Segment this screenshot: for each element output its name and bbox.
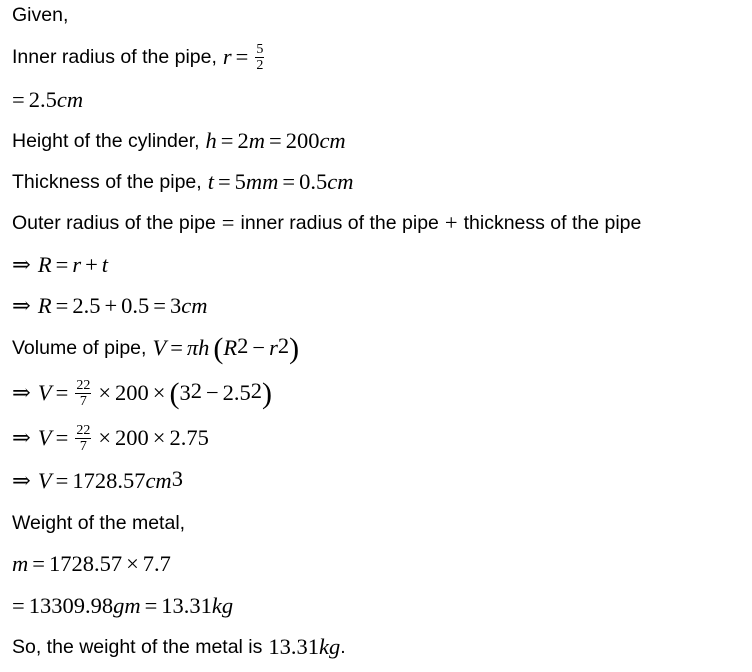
line-R-formula — [12, 245, 108, 285]
final-weight-value: 13.31 — [268, 634, 320, 659]
thickness-term: thickness of the pipe — [463, 211, 642, 234]
fraction-22-7 — [75, 378, 91, 409]
paren-close: ) — [262, 377, 273, 410]
line-outer-radius-def — [12, 203, 641, 243]
line-R-value — [12, 286, 207, 326]
minus-sign: − — [205, 380, 219, 405]
thickness-label: Thickness of the pipe, — [12, 170, 202, 193]
unit-m: m — [248, 128, 265, 153]
height-value-cm: 200 — [285, 128, 320, 153]
equals-sign: = — [12, 593, 25, 618]
equals-sign: = — [55, 293, 69, 318]
equals-sign: = — [235, 44, 249, 69]
line-volume-result: ⇒ V = 1728.57 cm $^3$ — [12, 466, 183, 493]
period: . — [340, 635, 346, 658]
fraction-denominator: 7 — [79, 393, 87, 409]
paren-open: ( — [169, 377, 180, 410]
weight-result-gm: 13309.98 — [28, 593, 114, 618]
value-3: 3 — [179, 380, 191, 405]
fraction-denominator: 7 — [79, 438, 87, 454]
unit-kg: kg — [319, 634, 341, 659]
minus-sign: − — [252, 335, 266, 360]
thickness-value-cm: 0.5 — [299, 169, 328, 194]
equals-sign: = — [55, 380, 69, 405]
var-R: R — [223, 335, 238, 360]
line-volume-simplified — [12, 418, 209, 458]
var-R: R — [37, 252, 52, 277]
line-conclusion — [12, 627, 346, 667]
var-R: R — [37, 293, 52, 318]
equals-sign: = — [55, 252, 69, 277]
line-weight-label — [12, 503, 185, 543]
var-h: h — [205, 128, 217, 153]
var-V: V — [37, 468, 52, 493]
var-t: t — [207, 169, 214, 194]
var-h: h — [198, 335, 210, 360]
var-r: r — [72, 252, 82, 277]
times-sign: × — [98, 425, 112, 450]
equals-sign: = — [32, 551, 45, 576]
value-200: 200 — [115, 380, 149, 405]
thickness-value-mm: 5 — [234, 169, 246, 194]
times-sign: × — [126, 551, 139, 576]
R-term-b: 0.5 — [121, 293, 150, 318]
var-t: t — [101, 252, 109, 277]
var-V: V — [37, 380, 52, 405]
var-r: r — [222, 44, 232, 69]
value-2-5: 2.5 — [222, 380, 251, 405]
volume-result: 1728.57 — [72, 468, 146, 493]
fraction-numerator: 5 — [256, 41, 264, 57]
plus-sign: + — [85, 252, 98, 277]
fraction-5-2 — [255, 42, 264, 73]
times-sign: × — [152, 380, 166, 405]
weight-term-a: 1728.57 — [48, 551, 123, 576]
paren-close: ) — [289, 332, 300, 365]
height-value-m: 2 — [237, 128, 249, 153]
R-result: 3 — [169, 293, 182, 318]
implies-arrow-icon: ⇒ — [12, 468, 31, 493]
plus-sign: + — [104, 293, 118, 318]
unit-cm: cm — [319, 128, 346, 153]
times-sign: × — [98, 380, 112, 405]
unit-kg: kg — [211, 593, 234, 618]
equals-sign: = — [12, 87, 25, 112]
line-weight-result — [12, 586, 233, 626]
implies-arrow-icon: ⇒ — [12, 293, 31, 318]
var-V: V — [152, 335, 167, 360]
fraction-denominator: 2 — [256, 57, 264, 73]
conclusion-text: So, the weight of the metal is — [12, 635, 263, 658]
value-2-75: 2.75 — [169, 425, 209, 450]
var-V: V — [37, 425, 52, 450]
equals-sign: = — [55, 468, 69, 493]
weight-result-kg: 13.31 — [161, 593, 212, 618]
pi-symbol: π — [186, 335, 199, 360]
unit-gm: gm — [113, 593, 141, 618]
fraction-numerator: 22 — [76, 377, 91, 393]
equals-sign: = — [220, 128, 234, 153]
implies-arrow-icon: ⇒ — [12, 425, 31, 450]
unit-mm: mm — [245, 169, 279, 194]
equals-sign: = — [217, 169, 231, 194]
equals-sign: = — [268, 128, 282, 153]
line-weight-formula — [12, 544, 171, 584]
fraction-22-7 — [75, 423, 91, 454]
unit-cm: cm — [145, 468, 172, 493]
equals-sign: = — [144, 593, 158, 618]
line-inner-value — [12, 80, 83, 120]
R-term-a: 2.5 — [72, 293, 101, 318]
line-volume-formula: Volume of pipe, V = π h ( R $^2$ − r $^2$ ) — [12, 332, 300, 365]
times-sign: × — [152, 425, 166, 450]
fraction-numerator: 22 — [76, 422, 91, 438]
var-r: r — [269, 335, 278, 360]
line-volume-substitution: ⇒ V = $\frac{22}{7}$ × 200 × ( 3 $^2$ − 2.5 $^2$ ) — [12, 377, 273, 410]
unit-cm: cm — [181, 293, 208, 318]
plus-sign: + — [444, 210, 458, 235]
paren-open: ( — [213, 332, 224, 365]
line-thickness — [12, 162, 353, 202]
weight-label: Weight of the metal, — [12, 511, 186, 534]
outer-radius-label: Outer radius of the pipe — [12, 211, 216, 234]
weight-term-b: 7.7 — [142, 551, 171, 576]
given-text: Given, — [12, 3, 69, 26]
equals-sign: = — [55, 425, 69, 450]
inner-radius-label: Inner radius of the pipe, — [12, 45, 217, 68]
equals-sign: = — [153, 293, 166, 318]
unit-cm: cm — [327, 169, 354, 194]
var-m: m — [12, 551, 29, 576]
line-given — [12, 0, 68, 35]
line-height — [12, 121, 346, 161]
unit-cm: cm — [56, 87, 84, 112]
inner-radius-term: inner radius of the pipe — [240, 211, 439, 234]
implies-arrow-icon: ⇒ — [12, 380, 31, 405]
equals-sign: = — [170, 335, 183, 360]
line-inner-radius — [12, 37, 267, 77]
equals-sign: = — [221, 210, 235, 235]
value-200: 200 — [115, 425, 149, 450]
volume-label: Volume of pipe, — [12, 336, 147, 359]
height-label: Height of the cylinder, — [12, 129, 200, 152]
implies-arrow-icon: ⇒ — [12, 252, 31, 277]
equals-sign: = — [282, 169, 296, 194]
inner-value: 2.5 — [28, 87, 57, 112]
